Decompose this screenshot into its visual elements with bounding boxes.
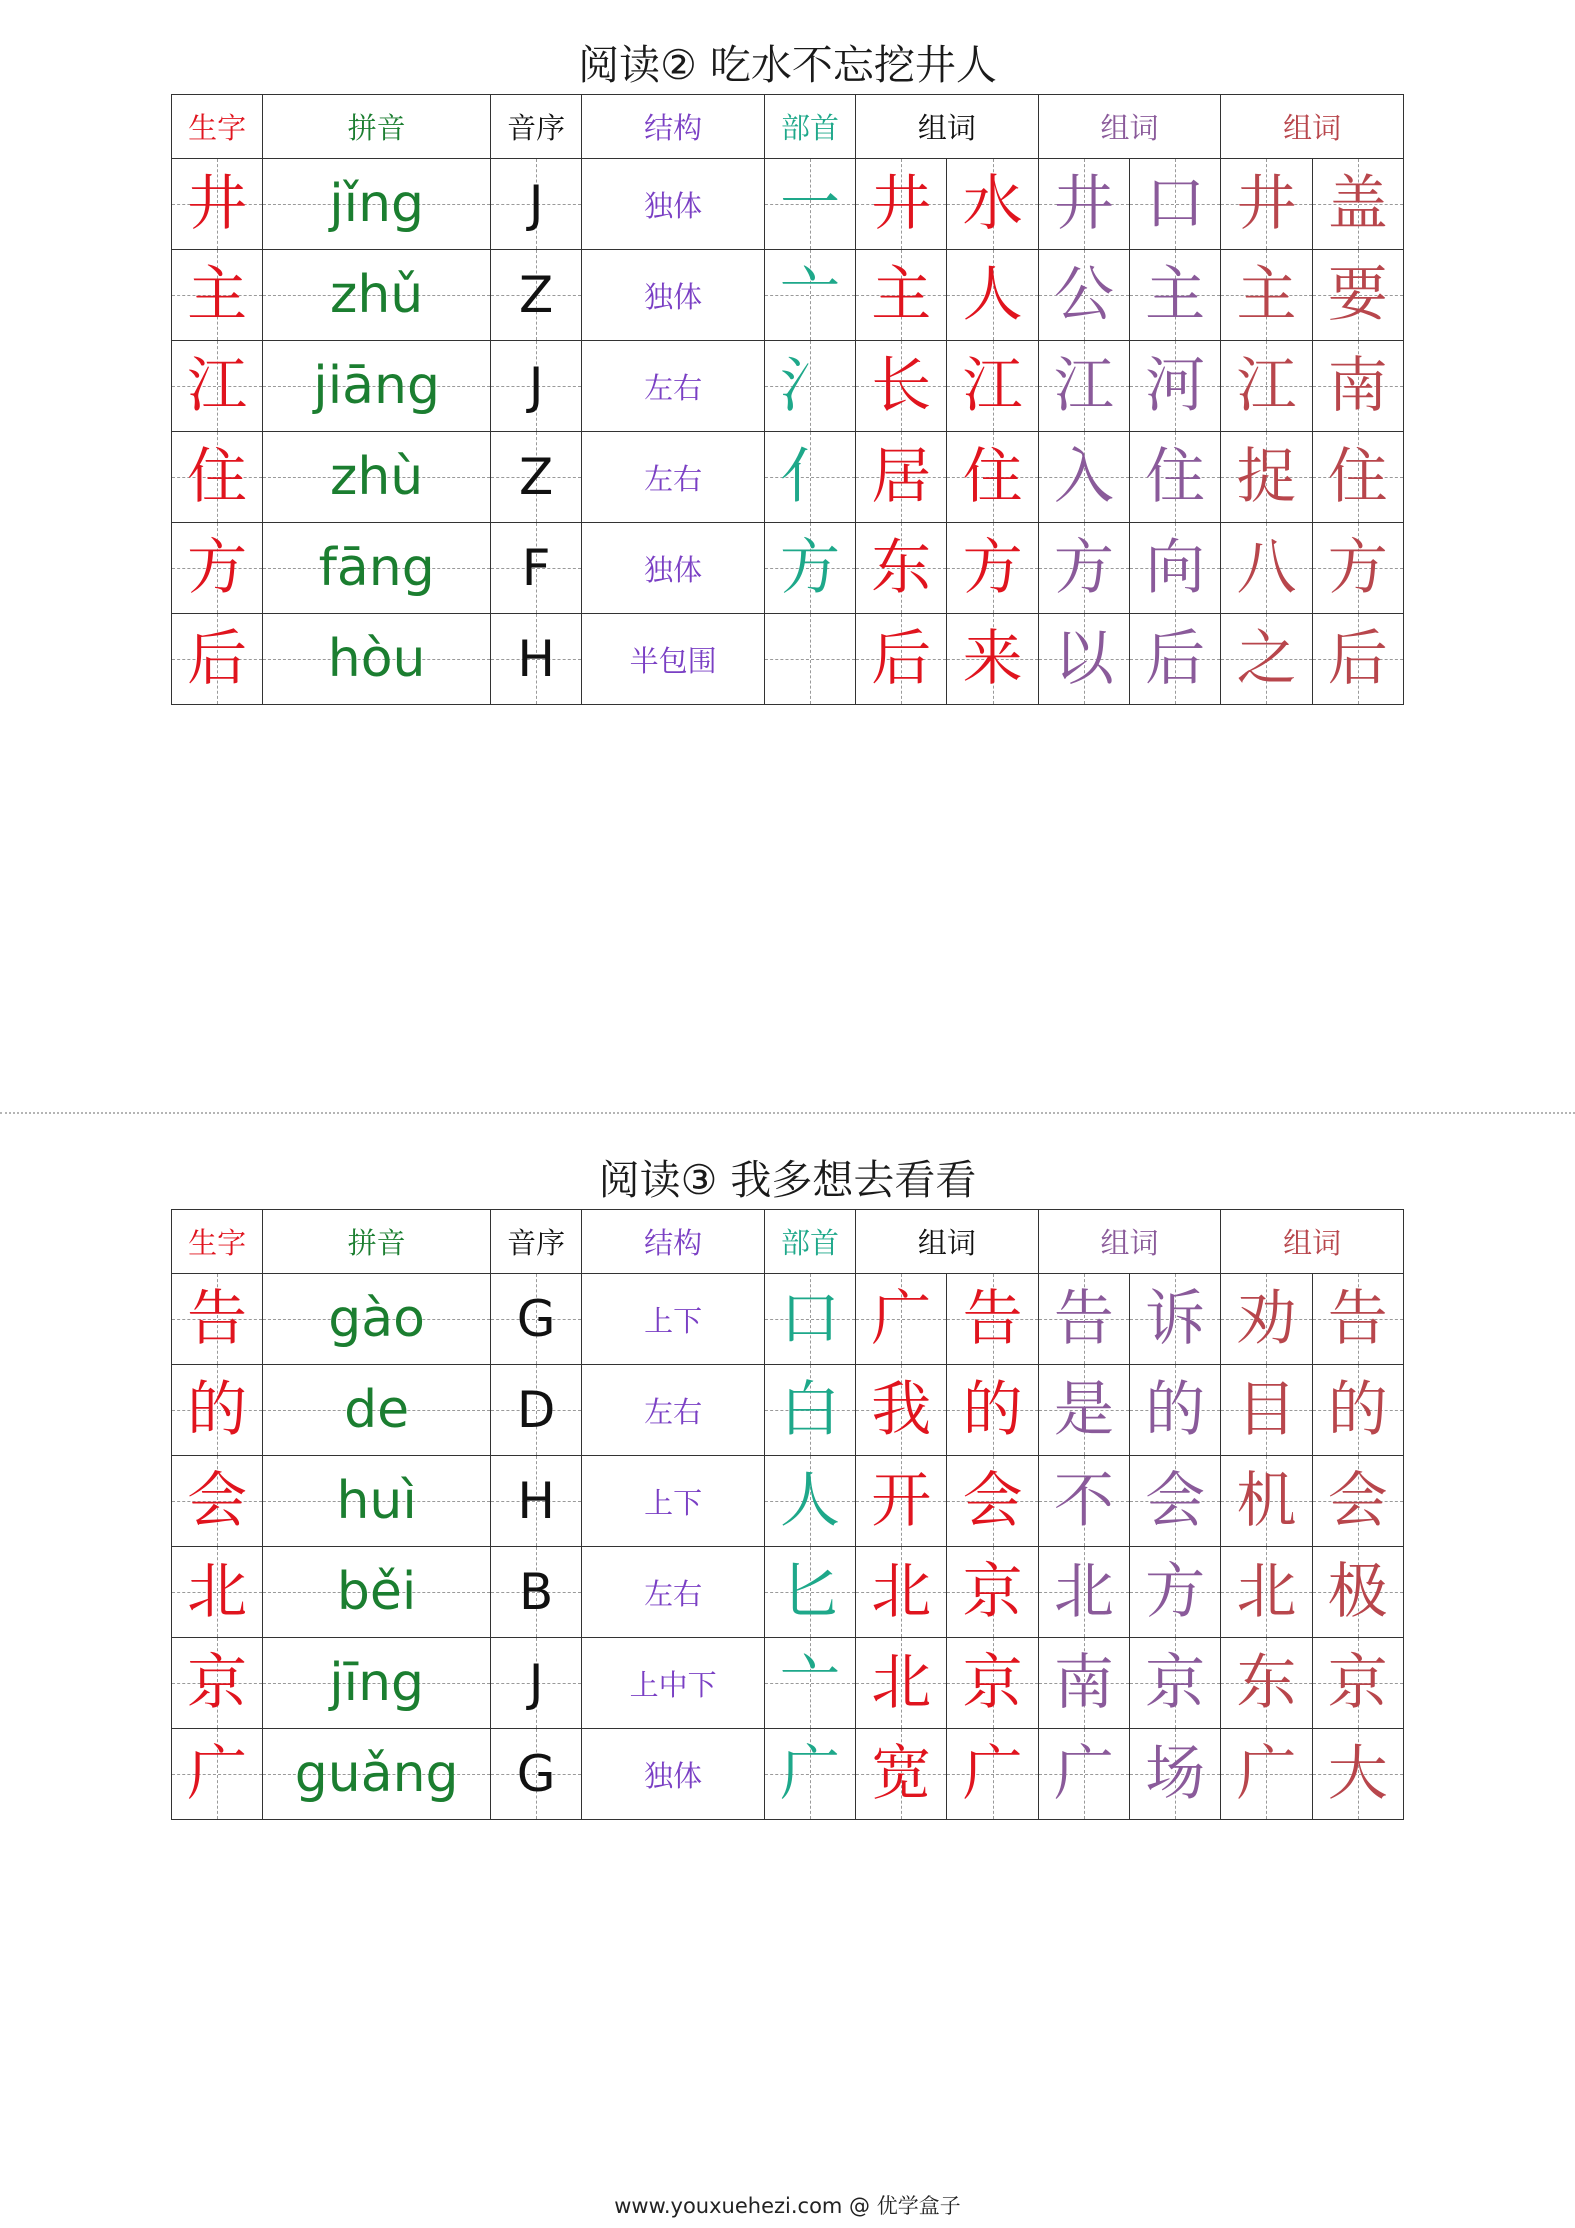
radical: 亠 bbox=[780, 1648, 840, 1718]
word-char: 广 bbox=[1053, 1739, 1114, 1809]
pinyin: zhù bbox=[330, 447, 424, 507]
word-char-cell bbox=[1312, 432, 1403, 523]
structure: 独体 bbox=[644, 279, 703, 314]
word-char-cell bbox=[1221, 341, 1312, 432]
word-char-cell bbox=[947, 159, 1038, 250]
new-character-cell bbox=[172, 614, 263, 705]
word-char: 口 bbox=[1145, 169, 1206, 239]
new-character: 北 bbox=[187, 1557, 248, 1627]
word-char: 主 bbox=[871, 260, 932, 330]
new-character: 告 bbox=[187, 1284, 248, 1354]
word-char-cell bbox=[947, 250, 1038, 341]
header-zuci1: 组词 bbox=[856, 1210, 1039, 1274]
new-character: 广 bbox=[187, 1739, 248, 1809]
pinyin-cell bbox=[263, 614, 491, 705]
word-char: 会 bbox=[962, 1466, 1023, 1536]
new-character: 主 bbox=[187, 260, 248, 330]
word-char: 主 bbox=[1145, 260, 1206, 330]
structure-cell bbox=[582, 432, 765, 523]
word-char: 方 bbox=[962, 533, 1023, 603]
radical: 广 bbox=[780, 1739, 840, 1809]
word-char-cell bbox=[947, 523, 1038, 614]
word-char-cell bbox=[1130, 1638, 1221, 1729]
phonetic-order-cell bbox=[491, 1547, 582, 1638]
word-char-cell bbox=[1038, 432, 1129, 523]
word-char: 方 bbox=[1327, 533, 1388, 603]
word-char: 主 bbox=[1236, 260, 1297, 330]
word-char-cell bbox=[1312, 250, 1403, 341]
word-char-cell bbox=[856, 432, 947, 523]
word-char: 京 bbox=[1327, 1648, 1388, 1718]
word-char: 江 bbox=[1053, 351, 1114, 421]
phonetic-order: F bbox=[521, 539, 551, 597]
table-row bbox=[172, 1638, 1404, 1729]
word-char: 北 bbox=[1053, 1557, 1114, 1627]
new-character: 的 bbox=[187, 1375, 248, 1445]
header-zuci2: 组词 bbox=[1038, 95, 1221, 159]
pinyin-cell bbox=[263, 1547, 491, 1638]
word-char: 八 bbox=[1236, 533, 1297, 603]
word-char-cell bbox=[1038, 159, 1129, 250]
radical: 白 bbox=[780, 1375, 840, 1445]
word-char-cell bbox=[1038, 341, 1129, 432]
phonetic-order-cell bbox=[491, 1456, 582, 1547]
phonetic-order: Z bbox=[519, 266, 554, 324]
word-char-cell bbox=[1038, 1456, 1129, 1547]
structure: 上中下 bbox=[629, 1667, 717, 1702]
word-char-cell bbox=[1221, 1638, 1312, 1729]
new-character: 京 bbox=[187, 1648, 248, 1718]
word-char-cell bbox=[1221, 159, 1312, 250]
word-char-cell bbox=[1038, 250, 1129, 341]
word-char-cell bbox=[1221, 523, 1312, 614]
radical: 匕 bbox=[780, 1557, 840, 1627]
word-char-cell bbox=[856, 250, 947, 341]
word-char-cell bbox=[1130, 159, 1221, 250]
table-row bbox=[172, 1456, 1404, 1547]
word-char: 要 bbox=[1327, 260, 1388, 330]
word-char: 机 bbox=[1236, 1466, 1297, 1536]
new-character: 会 bbox=[187, 1466, 248, 1536]
pinyin-cell bbox=[263, 1456, 491, 1547]
header-shengzi: 生字 bbox=[172, 1210, 263, 1274]
pinyin: huì bbox=[336, 1471, 417, 1531]
word-char: 北 bbox=[871, 1557, 932, 1627]
word-char-cell bbox=[1130, 1274, 1221, 1365]
header-jiegou: 结构 bbox=[582, 95, 765, 159]
phonetic-order: G bbox=[516, 1745, 556, 1803]
header-pinyin: 拼音 bbox=[263, 95, 491, 159]
word-char: 住 bbox=[962, 442, 1023, 512]
word-char: 会 bbox=[1327, 1466, 1388, 1536]
phonetic-order-cell bbox=[491, 1274, 582, 1365]
radical-cell bbox=[764, 432, 855, 523]
radical-cell bbox=[764, 1274, 855, 1365]
word-char-cell bbox=[947, 1638, 1038, 1729]
word-char: 告 bbox=[1053, 1284, 1114, 1354]
word-char: 南 bbox=[1053, 1648, 1114, 1718]
word-char: 南 bbox=[1327, 351, 1388, 421]
radical: 亠 bbox=[780, 260, 840, 330]
word-char: 向 bbox=[1145, 533, 1206, 603]
word-char-cell bbox=[1312, 523, 1403, 614]
radical: 口 bbox=[780, 1284, 840, 1354]
word-char-cell bbox=[856, 341, 947, 432]
phonetic-order: B bbox=[518, 1563, 554, 1621]
word-char-cell bbox=[856, 523, 947, 614]
word-char-cell bbox=[1130, 614, 1221, 705]
new-character-cell bbox=[172, 1729, 263, 1820]
new-character-cell bbox=[172, 1638, 263, 1729]
pinyin-cell bbox=[263, 523, 491, 614]
word-char: 江 bbox=[1236, 351, 1297, 421]
word-char: 住 bbox=[1327, 442, 1388, 512]
pinyin: jiāng bbox=[313, 356, 440, 416]
word-char-cell bbox=[947, 614, 1038, 705]
word-char-cell bbox=[947, 1456, 1038, 1547]
radical-cell bbox=[764, 1638, 855, 1729]
new-character: 江 bbox=[187, 351, 248, 421]
section-title: 阅读③ 我多想去看看 bbox=[598, 1156, 977, 1204]
radical-cell bbox=[764, 1456, 855, 1547]
phonetic-order: D bbox=[516, 1381, 556, 1439]
phonetic-order: Z bbox=[519, 448, 554, 506]
word-char-cell bbox=[856, 614, 947, 705]
word-char-cell bbox=[1221, 1729, 1312, 1820]
word-char: 京 bbox=[962, 1648, 1023, 1718]
new-character-cell bbox=[172, 1547, 263, 1638]
word-char: 后 bbox=[871, 624, 932, 694]
word-char-cell bbox=[1312, 1365, 1403, 1456]
pinyin-cell bbox=[263, 159, 491, 250]
word-char-cell bbox=[1130, 250, 1221, 341]
header-yinxu: 音序 bbox=[491, 1210, 582, 1274]
new-character: 后 bbox=[187, 624, 248, 694]
structure: 左右 bbox=[644, 1576, 703, 1611]
header-bushou: 部首 bbox=[764, 95, 855, 159]
pinyin-cell bbox=[263, 432, 491, 523]
word-char-cell bbox=[947, 1547, 1038, 1638]
radical: 亻 bbox=[780, 442, 840, 512]
word-char: 之 bbox=[1236, 624, 1297, 694]
pinyin: fāng bbox=[318, 538, 435, 598]
radical-cell bbox=[764, 1365, 855, 1456]
word-char: 后 bbox=[1327, 624, 1388, 694]
pinyin-cell bbox=[263, 1638, 491, 1729]
pinyin: gào bbox=[328, 1289, 425, 1349]
phonetic-order-cell bbox=[491, 614, 582, 705]
word-char: 入 bbox=[1053, 442, 1114, 512]
pinyin: běi bbox=[336, 1562, 417, 1622]
new-character-cell bbox=[172, 250, 263, 341]
header-row bbox=[172, 1210, 1404, 1274]
table-row bbox=[172, 614, 1404, 705]
structure-cell bbox=[582, 523, 765, 614]
radical-cell bbox=[764, 614, 855, 705]
new-character-cell bbox=[172, 432, 263, 523]
word-char-cell bbox=[1130, 1456, 1221, 1547]
word-char: 井 bbox=[871, 169, 932, 239]
word-char-cell bbox=[947, 1729, 1038, 1820]
word-char-cell bbox=[1130, 1729, 1221, 1820]
header-bushou: 部首 bbox=[764, 1210, 855, 1274]
word-char: 长 bbox=[871, 351, 932, 421]
word-char: 目 bbox=[1236, 1375, 1297, 1445]
word-char: 场 bbox=[1145, 1739, 1206, 1809]
word-char-cell bbox=[856, 1638, 947, 1729]
word-char-cell bbox=[1038, 1729, 1129, 1820]
word-char-cell bbox=[1038, 1547, 1129, 1638]
pinyin: de bbox=[344, 1380, 410, 1440]
word-char: 广 bbox=[1236, 1739, 1297, 1809]
header-pinyin: 拼音 bbox=[263, 1210, 491, 1274]
word-char: 宽 bbox=[871, 1739, 932, 1809]
table-row bbox=[172, 1547, 1404, 1638]
word-char: 捉 bbox=[1236, 442, 1297, 512]
pinyin: jǐng bbox=[329, 174, 425, 234]
table-row bbox=[172, 523, 1404, 614]
header-jiegou: 结构 bbox=[582, 1210, 765, 1274]
structure-cell bbox=[582, 1274, 765, 1365]
word-char: 劝 bbox=[1236, 1284, 1297, 1354]
word-char-cell bbox=[1130, 1365, 1221, 1456]
pinyin-cell bbox=[263, 1274, 491, 1365]
word-char: 我 bbox=[871, 1375, 932, 1445]
word-char: 方 bbox=[1053, 533, 1114, 603]
phonetic-order: H bbox=[517, 1472, 555, 1530]
structure-cell bbox=[582, 159, 765, 250]
phonetic-order-cell bbox=[491, 1365, 582, 1456]
phonetic-order-cell bbox=[491, 432, 582, 523]
pinyin-cell bbox=[263, 341, 491, 432]
header-zuci3: 组词 bbox=[1221, 95, 1404, 159]
radical-cell bbox=[764, 341, 855, 432]
header-yinxu: 音序 bbox=[491, 95, 582, 159]
table-row bbox=[172, 159, 1404, 250]
word-char-cell bbox=[1038, 1274, 1129, 1365]
table-row bbox=[172, 1274, 1404, 1365]
radical: 氵 bbox=[780, 351, 840, 421]
table-row bbox=[172, 1365, 1404, 1456]
table-row bbox=[172, 1729, 1404, 1820]
radical: 方 bbox=[780, 533, 840, 603]
word-char: 方 bbox=[1145, 1557, 1206, 1627]
word-char: 井 bbox=[1053, 169, 1114, 239]
word-char-cell bbox=[1312, 1729, 1403, 1820]
structure-cell bbox=[582, 1729, 765, 1820]
new-character-cell bbox=[172, 1274, 263, 1365]
phonetic-order-cell bbox=[491, 341, 582, 432]
word-char: 公 bbox=[1053, 260, 1114, 330]
word-char-cell bbox=[1312, 1274, 1403, 1365]
word-char: 告 bbox=[962, 1284, 1023, 1354]
word-char-cell bbox=[1038, 614, 1129, 705]
phonetic-order: H bbox=[517, 630, 555, 688]
word-char-cell bbox=[1221, 614, 1312, 705]
pinyin-cell bbox=[263, 1729, 491, 1820]
word-char-cell bbox=[947, 432, 1038, 523]
word-char-cell bbox=[1130, 1547, 1221, 1638]
word-char-cell bbox=[856, 1547, 947, 1638]
structure: 半包围 bbox=[629, 643, 717, 678]
new-character-cell bbox=[172, 1456, 263, 1547]
word-char: 居 bbox=[871, 442, 932, 512]
word-char: 井 bbox=[1236, 169, 1297, 239]
word-char-cell bbox=[1312, 159, 1403, 250]
pinyin: hòu bbox=[327, 629, 426, 689]
page-divider bbox=[0, 1112, 1575, 1114]
word-char: 是 bbox=[1053, 1375, 1114, 1445]
word-char-cell bbox=[856, 1274, 947, 1365]
word-char: 住 bbox=[1145, 442, 1206, 512]
structure: 独体 bbox=[644, 1758, 703, 1793]
radical-cell bbox=[764, 250, 855, 341]
word-char: 告 bbox=[1327, 1284, 1388, 1354]
new-character-cell bbox=[172, 523, 263, 614]
word-char: 江 bbox=[962, 351, 1023, 421]
table-row bbox=[172, 432, 1404, 523]
word-char-cell bbox=[1221, 250, 1312, 341]
word-char-cell bbox=[947, 1274, 1038, 1365]
section-title: 阅读② 吃水不忘挖井人 bbox=[578, 41, 997, 89]
word-char: 不 bbox=[1053, 1466, 1114, 1536]
word-char-cell bbox=[856, 1729, 947, 1820]
word-char-cell bbox=[1312, 1547, 1403, 1638]
word-char: 东 bbox=[871, 533, 932, 603]
word-char: 京 bbox=[962, 1557, 1023, 1627]
header-shengzi: 生字 bbox=[172, 95, 263, 159]
radical-cell bbox=[764, 159, 855, 250]
new-character: 住 bbox=[187, 442, 248, 512]
word-char: 会 bbox=[1145, 1466, 1206, 1536]
word-char: 大 bbox=[1327, 1739, 1388, 1809]
pinyin-cell bbox=[263, 250, 491, 341]
new-character-cell bbox=[172, 1365, 263, 1456]
phonetic-order: J bbox=[528, 1654, 544, 1712]
pinyin-cell bbox=[263, 1365, 491, 1456]
structure-cell bbox=[582, 1547, 765, 1638]
header-zuci1: 组词 bbox=[856, 95, 1039, 159]
structure: 上下 bbox=[644, 1485, 703, 1520]
phonetic-order: J bbox=[528, 175, 544, 233]
phonetic-order: J bbox=[528, 357, 544, 415]
word-char: 人 bbox=[962, 260, 1023, 330]
pinyin: guǎng bbox=[294, 1744, 459, 1804]
word-char-cell bbox=[1221, 432, 1312, 523]
word-char-cell bbox=[1130, 341, 1221, 432]
phonetic-order-cell bbox=[491, 159, 582, 250]
footer-watermark: www.youxuehezi.com @ 优学盒子 bbox=[614, 2194, 961, 2218]
phonetic-order: G bbox=[516, 1290, 556, 1348]
word-char: 广 bbox=[962, 1739, 1023, 1809]
structure-cell bbox=[582, 1365, 765, 1456]
table-row bbox=[172, 250, 1404, 341]
word-char-cell bbox=[1221, 1547, 1312, 1638]
radical: 人 bbox=[780, 1466, 840, 1536]
word-char: 以 bbox=[1053, 624, 1114, 694]
header-row bbox=[172, 95, 1404, 159]
phonetic-order-cell bbox=[491, 1729, 582, 1820]
header-zuci2: 组词 bbox=[1038, 1210, 1221, 1274]
new-character-cell bbox=[172, 341, 263, 432]
structure-cell bbox=[582, 341, 765, 432]
word-char-cell bbox=[1130, 523, 1221, 614]
radical-cell bbox=[764, 1547, 855, 1638]
word-char: 水 bbox=[962, 169, 1023, 239]
word-char-cell bbox=[1221, 1365, 1312, 1456]
header-zuci3: 组词 bbox=[1221, 1210, 1404, 1274]
radical-cell bbox=[764, 523, 855, 614]
structure: 左右 bbox=[644, 461, 703, 496]
word-char-cell bbox=[1038, 1365, 1129, 1456]
structure: 上下 bbox=[644, 1303, 703, 1338]
phonetic-order-cell bbox=[491, 250, 582, 341]
word-char: 北 bbox=[871, 1648, 932, 1718]
word-char-cell bbox=[947, 1365, 1038, 1456]
word-char-cell bbox=[1038, 1638, 1129, 1729]
structure: 独体 bbox=[644, 552, 703, 587]
word-char-cell bbox=[1130, 432, 1221, 523]
structure-cell bbox=[582, 614, 765, 705]
word-char: 来 bbox=[962, 624, 1023, 694]
new-character: 方 bbox=[187, 533, 248, 603]
radical: 一 bbox=[780, 169, 840, 239]
word-char-cell bbox=[1312, 1456, 1403, 1547]
word-char: 的 bbox=[1145, 1375, 1206, 1445]
word-char: 开 bbox=[871, 1466, 932, 1536]
phonetic-order-cell bbox=[491, 523, 582, 614]
word-char: 后 bbox=[1145, 624, 1206, 694]
word-char: 的 bbox=[1327, 1375, 1388, 1445]
table-row bbox=[172, 341, 1404, 432]
word-char-cell bbox=[856, 159, 947, 250]
word-char: 北 bbox=[1236, 1557, 1297, 1627]
word-char: 东 bbox=[1236, 1648, 1297, 1718]
word-char-cell bbox=[1312, 614, 1403, 705]
word-char: 的 bbox=[962, 1375, 1023, 1445]
word-char-cell bbox=[1312, 341, 1403, 432]
pinyin: zhǔ bbox=[330, 265, 424, 325]
structure-cell bbox=[582, 1638, 765, 1729]
word-char-cell bbox=[1221, 1274, 1312, 1365]
character-table bbox=[171, 94, 1404, 705]
radical-cell bbox=[764, 1729, 855, 1820]
new-character-cell bbox=[172, 159, 263, 250]
word-char-cell bbox=[856, 1365, 947, 1456]
structure-cell bbox=[582, 1456, 765, 1547]
structure-cell bbox=[582, 250, 765, 341]
word-char-cell bbox=[947, 341, 1038, 432]
word-char: 广 bbox=[871, 1284, 932, 1354]
structure: 独体 bbox=[644, 188, 703, 223]
new-character: 井 bbox=[187, 169, 248, 239]
word-char: 诉 bbox=[1145, 1284, 1206, 1354]
word-char-cell bbox=[1038, 523, 1129, 614]
phonetic-order-cell bbox=[491, 1638, 582, 1729]
word-char: 京 bbox=[1145, 1648, 1206, 1718]
word-char-cell bbox=[1312, 1638, 1403, 1729]
word-char: 河 bbox=[1145, 351, 1206, 421]
structure: 左右 bbox=[644, 370, 703, 405]
word-char: 盖 bbox=[1327, 169, 1388, 239]
pinyin: jīng bbox=[329, 1653, 425, 1713]
word-char-cell bbox=[856, 1456, 947, 1547]
character-table bbox=[171, 1209, 1404, 1820]
word-char-cell bbox=[1221, 1456, 1312, 1547]
structure: 左右 bbox=[644, 1394, 703, 1429]
word-char: 极 bbox=[1327, 1557, 1388, 1627]
